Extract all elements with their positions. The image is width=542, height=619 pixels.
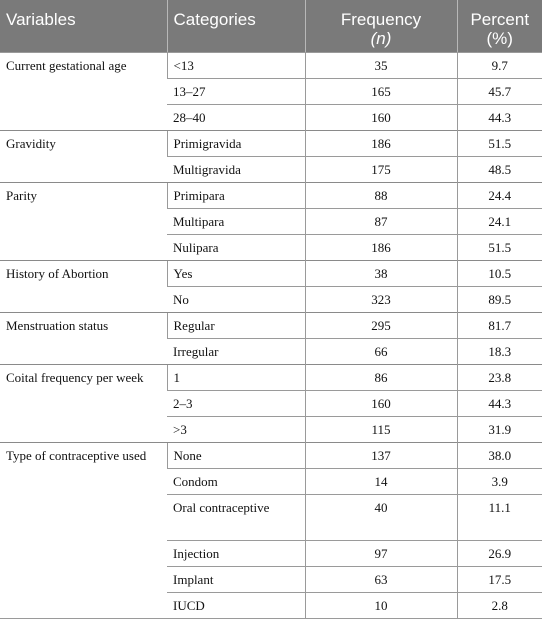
percent-cell: 9.7: [457, 52, 542, 78]
category-cell: Condom: [167, 468, 305, 494]
percent-cell: 48.5: [457, 156, 542, 182]
category-cell: No: [167, 286, 305, 312]
frequency-cell: 35: [305, 52, 457, 78]
percent-cell: 26.9: [457, 540, 542, 566]
category-cell: Yes: [167, 260, 305, 286]
variable-cell: Type of contraceptive used: [0, 442, 167, 618]
percent-cell: 2.8: [457, 592, 542, 618]
table-row: [0, 182, 542, 208]
header-variables: Variables: [0, 0, 167, 52]
table-body: [0, 52, 542, 618]
frequency-cell: 14: [305, 468, 457, 494]
frequency-cell: 86: [305, 364, 457, 390]
category-cell: Oral contraceptive: [167, 494, 305, 540]
category-cell: 28–40: [167, 104, 305, 130]
frequency-cell: 63: [305, 566, 457, 592]
percent-cell: 24.1: [457, 208, 542, 234]
frequency-cell: 66: [305, 338, 457, 364]
percent-cell: 51.5: [457, 130, 542, 156]
frequency-cell: 10: [305, 592, 457, 618]
variable-cell: History of Abortion: [0, 260, 167, 312]
header-frequency-unit-text: (n): [370, 29, 392, 48]
table-row: [0, 260, 542, 286]
category-cell: Multigravida: [167, 156, 305, 182]
category-cell: >3: [167, 416, 305, 442]
table-row: [0, 442, 542, 468]
frequency-cell: 97: [305, 540, 457, 566]
variable-cell: Menstruation status: [0, 312, 167, 364]
frequency-cell: 40: [305, 494, 457, 540]
frequency-cell: 175: [305, 156, 457, 182]
table-row: [0, 130, 542, 156]
frequency-cell: 186: [305, 130, 457, 156]
percent-cell: 51.5: [457, 234, 542, 260]
variable-cell: Coital frequency per week: [0, 364, 167, 442]
category-cell: Multipara: [167, 208, 305, 234]
table-header: [0, 0, 542, 52]
category-cell: Irregular: [167, 338, 305, 364]
percent-cell: 24.4: [457, 182, 542, 208]
header-row: [0, 0, 542, 52]
frequency-cell: 87: [305, 208, 457, 234]
percent-cell: 3.9: [457, 468, 542, 494]
header-percent: [457, 0, 542, 52]
header-frequency-unit: [312, 29, 451, 48]
category-cell: 1: [167, 364, 305, 390]
category-cell: 2–3: [167, 390, 305, 416]
header-percent-label: Percent: [470, 10, 530, 29]
category-cell: None: [167, 442, 305, 468]
percent-cell: 23.8: [457, 364, 542, 390]
percent-cell: 89.5: [457, 286, 542, 312]
percent-cell: 17.5: [457, 566, 542, 592]
table-row: [0, 364, 542, 390]
category-cell: Regular: [167, 312, 305, 338]
category-cell: Nulipara: [167, 234, 305, 260]
header-frequency: [305, 0, 457, 52]
frequency-cell: 38: [305, 260, 457, 286]
percent-cell: 11.1: [457, 494, 542, 540]
percent-cell: 38.0: [457, 442, 542, 468]
frequency-cell: 323: [305, 286, 457, 312]
category-cell: Injection: [167, 540, 305, 566]
category-cell: 13–27: [167, 78, 305, 104]
frequency-cell: 165: [305, 78, 457, 104]
percent-cell: 45.7: [457, 78, 542, 104]
variable-cell: Current gestational age: [0, 52, 167, 130]
frequency-cell: 160: [305, 390, 457, 416]
percent-cell: 81.7: [457, 312, 542, 338]
header-categories: Categories: [167, 0, 305, 52]
frequency-cell: 115: [305, 416, 457, 442]
table-row: [0, 52, 542, 78]
percent-cell: 10.5: [457, 260, 542, 286]
header-frequency-label: Frequency: [340, 10, 422, 29]
variable-cell: Parity: [0, 182, 167, 260]
percent-cell: 31.9: [457, 416, 542, 442]
frequency-cell: 295: [305, 312, 457, 338]
header-percent-unit: (%): [486, 29, 513, 48]
frequency-cell: 88: [305, 182, 457, 208]
percent-cell: 44.3: [457, 104, 542, 130]
frequency-cell: 186: [305, 234, 457, 260]
table-row: [0, 312, 542, 338]
category-cell: Primipara: [167, 182, 305, 208]
percent-cell: 18.3: [457, 338, 542, 364]
variable-cell: Gravidity: [0, 130, 167, 182]
category-cell: Implant: [167, 566, 305, 592]
category-cell: Primigravida: [167, 130, 305, 156]
frequency-cell: 137: [305, 442, 457, 468]
category-cell: <13: [167, 52, 305, 78]
frequency-cell: 160: [305, 104, 457, 130]
category-cell: IUCD: [167, 592, 305, 618]
percent-cell: 44.3: [457, 390, 542, 416]
